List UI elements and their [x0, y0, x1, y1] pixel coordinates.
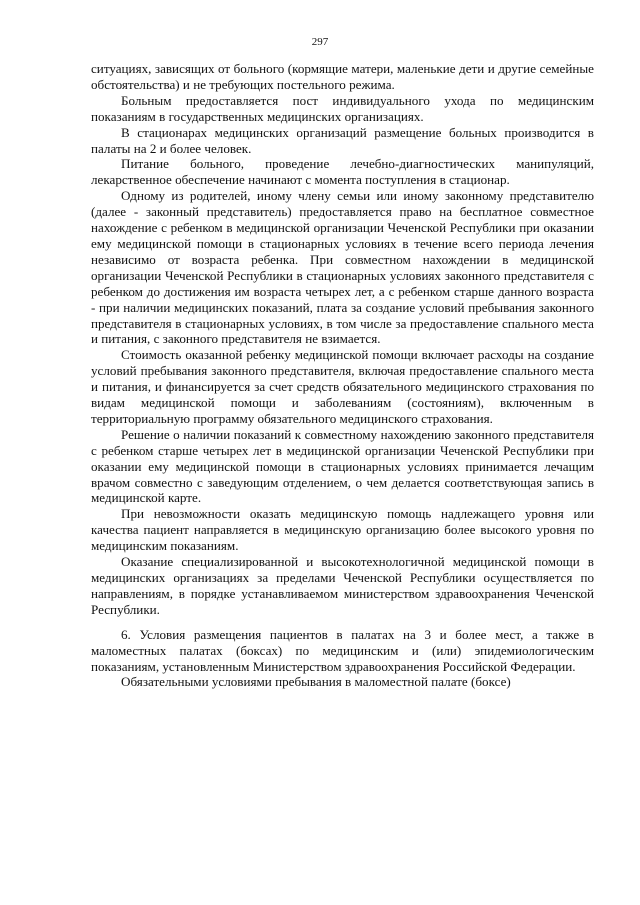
- paragraph-nutrition: Питание больного, проведение лечебно-диагностических манипуляций, лекарственное обеспечение начинают с момента поступления в стационар.: [91, 156, 594, 188]
- paragraph-individual-care: Больным предоставляется пост индивидуального ухода по медицинским показаниям в государственных медицинских организациях.: [91, 92, 594, 124]
- paragraph-parent-stay: Одному из родителей, иному члену семьи или иному законному представителю (далее - законный представитель) предоставляется право на бесплатное совместное нахождение с ребенком в медицинской организации Чеченской Республики при оказании ему медицинской помощи в стационарных условиях в течение всего периода лечения независимо от возраста ребенка. При совместном нахождении в медицинской организации Чеченской Республики в стационарных условиях законного представителя с ребенком до достижения им возраста четырех лет, а с ребенком старше данного возраста - при наличии медицинских показаний, плата за создание условий пребывания законного представителя в стационарных условиях, в том числе за предоставление спального места и питания, с законного представителя не взимается.: [91, 188, 594, 347]
- document-body: [91, 61, 594, 690]
- paragraph-decision: Решение о наличии показаний к совместному нахождению законного представителя с ребенком старше четырех лет в медицинской организации Чеченской Республики при оказании ему медицинской помощи в стационарных условиях принимается лечащим врачом совместно с заведующим отделением, о чем делается соответствующая запись в медицинской карте.: [91, 426, 594, 506]
- paragraph-referral: При невозможности оказать медицинскую помощь надлежащего уровня или качества пациент направляется в медицинскую организацию более высокого уровня по медицинским показаниям.: [91, 506, 594, 554]
- section-6-heading: 6. Условия размещения пациентов в палатах на 3 и более мест, а также в маломестных палатах (боксах) по медицинским и (или) эпидемиологическим показаниям, установленным Министерством здравоохранения Российской Федерации.: [91, 626, 594, 674]
- paragraph-continuation: ситуациях, зависящих от больного (кормящие матери, маленькие дети и другие семейные обстоятельства) и не требующих постельного режима.: [91, 61, 594, 92]
- paragraph-high-tech-care: Оказание специализированной и высокотехнологичной медицинской помощи в медицинских организациях за пределами Чеченской Республики осуществляется по направлениям, в порядке устанавливаемом министерством здравоохранения Чеченской Республики.: [91, 554, 594, 617]
- paragraph-ward-placement: В стационарах медицинских организаций размещение больных производится в палаты на 2 и более человек.: [91, 124, 594, 156]
- page-number: 297: [311, 36, 329, 48]
- paragraph-small-ward-conditions: Обязательными условиями пребывания в маломестной палате (боксе): [121, 674, 511, 690]
- paragraph-cost-coverage: Стоимость оказанной ребенку медицинской помощи включает расходы на создание условий пребывания законного представителя, включая предоставление спального места и питания, и финансируется за счет средств обязательного медицинского страхования по видам медицинской помощи и заболеваниям (состояниям), включенным в территориальную программу обязательного медицинского страхования.: [91, 347, 594, 426]
